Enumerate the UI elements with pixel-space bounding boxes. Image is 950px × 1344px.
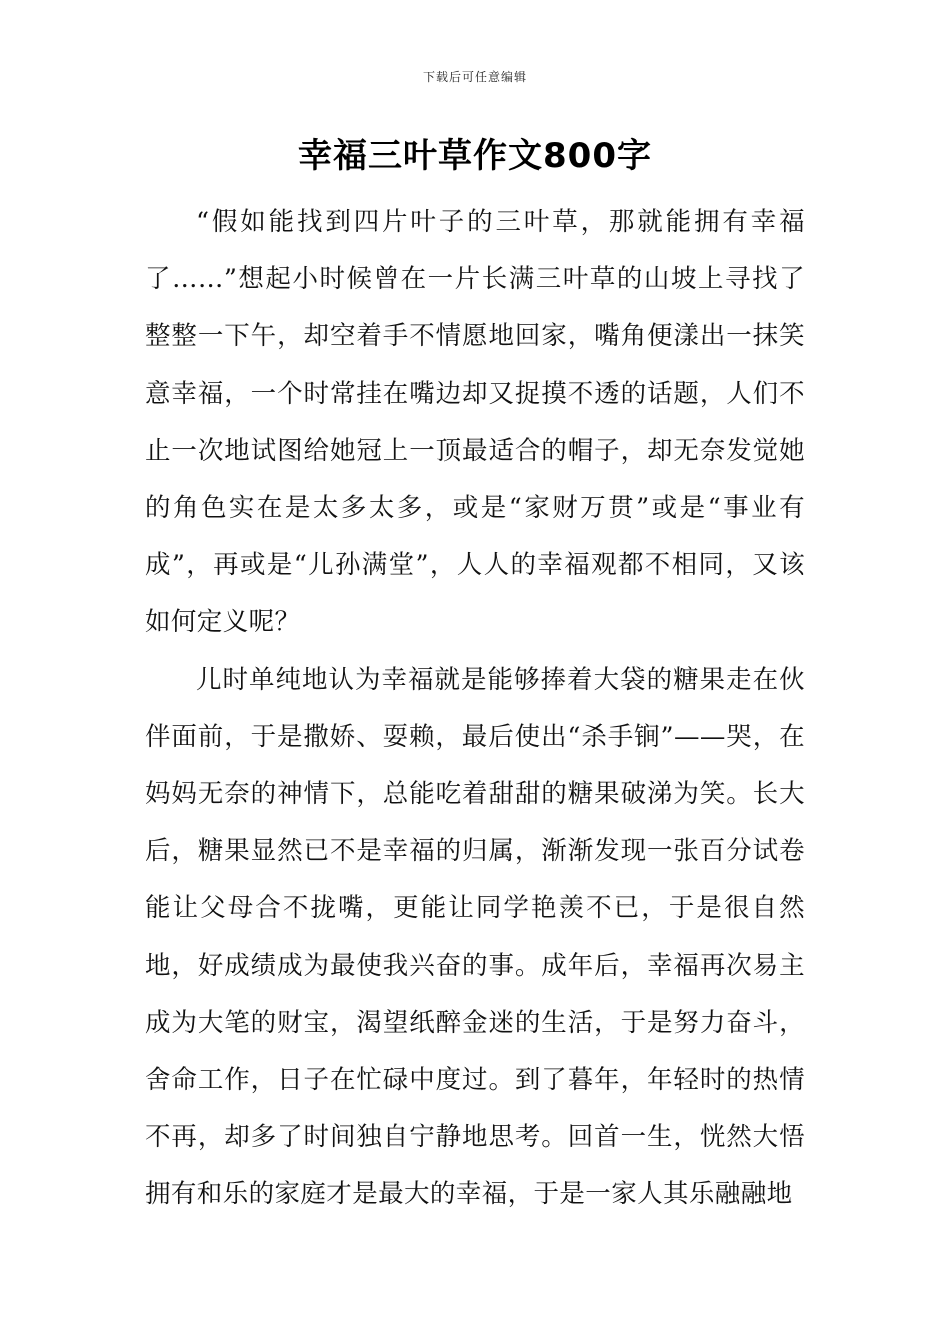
document-body (145, 194, 805, 1224)
paragraph-1: “假如能找到四片叶子的三叶草，那就能拥有幸福了……”想起小时候曾在一片长满三叶草的山坡上寻找了整整一下午，却空着手不情愿地回家，嘴角便漾出一抹笑意幸福，一个时常挂在嘴边却又捉摸不透的话题，人们不止一次地试图给她冠上一顶最适合的帽子，却无奈发觉她的角色实在是太多太多，或是“家财万贯”或是“事业有成”，再或是“儿孙满堂”，人人的幸福观都不相同，又该如何定义呢？ (145, 207, 805, 638)
paragraph-2: 儿时单纯地认为幸福就是能够捧着大袋的糖果走在伙伴面前，于是撒娇、耍赖，最后使出“杀手锏”——哭，在妈妈无奈的神情下，总能吃着甜甜的糖果破涕为笑。长大后，糖果显然已不是幸福的归属，渐渐发现一张百分试卷能让父母合不拢嘴，更能让同学艳羡不已，于是很自然地，好成绩成为最使我兴奋的事。成年后，幸福再次易主成为大笔的财宝，渴望纸醉金迷的生活，于是努力奋斗，舍命工作，日子在忙碌中度过。到了暮年，年轻时的热情不再，却多了时间独自宁静地思考。回首一生，恍然大悟拥有和乐的家庭才是最大的幸福，于是一家人其乐融融地 (145, 664, 805, 1210)
document-title: 幸福三叶草作文800字 (298, 136, 652, 176)
header-note: 下载后可任意编辑 (422, 70, 527, 84)
